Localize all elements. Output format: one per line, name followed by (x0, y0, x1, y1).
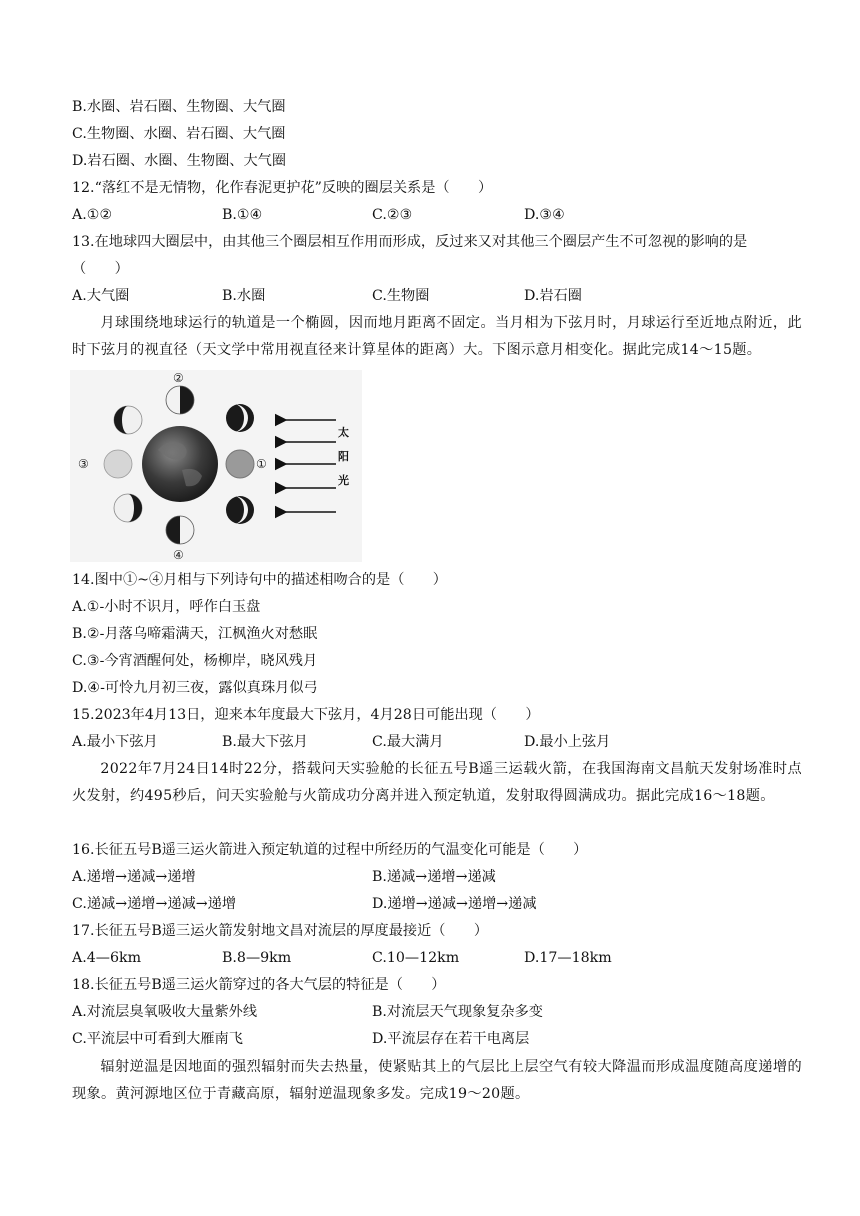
moon-position-2 (166, 386, 194, 414)
q15-option-b: B.最大下弦月 (222, 734, 308, 750)
moon-phase-figure (70, 370, 362, 562)
q16-option-c: C.递减→递增→递减→递增 (72, 896, 237, 912)
q14-option-b: B.②-月落乌啼霜满天，江枫渔火对愁眠 (72, 626, 318, 642)
moon-position-3 (104, 450, 132, 478)
q12-options (72, 205, 792, 225)
label-1: ① (256, 457, 267, 471)
q12-option-d: D.③④ (524, 207, 565, 223)
q11-option-d: D.岩石圈、水圈、生物圈、大气圈 (72, 153, 287, 169)
moon-upper-right (226, 404, 254, 432)
q14-option-d: D.④-可怜九月初三夜，露似真珠月似弓 (72, 680, 318, 696)
q18-options-row1 (72, 1002, 792, 1022)
sun-label-3: 光 (338, 474, 349, 487)
q15-option-d: D.最小上弦月 (524, 734, 611, 750)
q17-option-a: A.4—6km (72, 950, 142, 966)
q14-option-a: A.①-小时不识月，呼作白玉盘 (72, 599, 261, 615)
q18-option-a: A.对流层臭氧吸收大量紫外线 (72, 1004, 258, 1020)
q15-option-c: C.最大满月 (372, 734, 444, 750)
moon-position-1 (226, 450, 254, 478)
q15-stem: 15.2023年4月13日，迎来本年度最大下弦月，4月28日可能出现（ ） (72, 707, 540, 723)
moon-lower-right (226, 496, 254, 524)
q12-option-a: A.①② (72, 207, 113, 223)
q18-option-c: C.平流层中可看到大雁南飞 (72, 1031, 243, 1047)
q17-option-b: B.8—9km (222, 950, 292, 966)
q14-option-c: C.③-今宵酒醒何处，杨柳岸，晓风残月 (72, 653, 318, 669)
q15-option-a: A.最小下弦月 (72, 734, 158, 750)
label-4: ④ (173, 548, 184, 562)
passage-19-20: 辐射逆温是因地面的强烈辐射而失去热量，使紧贴其上的气层比上层空气有较大降温而形成温度随高度递增的现象。黄河源地区位于青藏高原，辐射逆温现象多发。完成19～20题。 (72, 1059, 802, 1102)
q17-option-d: D.17—18km (524, 950, 612, 966)
q13-option-d: D.岩石圈 (524, 288, 582, 304)
q18-options-row2 (72, 1029, 792, 1049)
q16-options-row2 (72, 894, 792, 914)
q11-option-b: B.水圈、岩石圈、生物圈、大气圈 (72, 99, 286, 115)
moon-lower-left (114, 494, 142, 522)
q18-option-d: D.平流层存在若干电离层 (372, 1031, 530, 1047)
moon-position-4 (166, 516, 194, 544)
q12-option-c: C.②③ (372, 207, 413, 223)
earth-icon (142, 426, 218, 502)
q16-options-row1 (72, 867, 792, 887)
q13-stem: 13.在地球四大圈层中，由其他三个圈层相互作用而形成，反过来又对其他三个圈层产生不可忽视的影响的是 (72, 234, 748, 250)
q16-option-d: D.递增→递减→递增→递减 (372, 896, 537, 912)
q16-option-b: B.递减→递增→递减 (372, 869, 496, 885)
q17-stem: 17.长征五号B遥三运火箭发射地文昌对流层的厚度最接近（ ） (72, 923, 489, 939)
passage-14-15: 月球围绕地球运行的轨道是一个椭圆，因而地月距离不固定。当月相为下弦月时，月球运行至近地点附近，此时下弦月的视直径（天文学中常用视直径来计算星体的距离）大。下图示意月相变化。据此完成14～15题。 (72, 315, 802, 358)
q14-stem: 14.图中①~④月相与下列诗句中的描述相吻合的是（ ） (72, 572, 447, 588)
q13-stem-cont: （ ） (72, 261, 129, 277)
q13-option-c: C.生物圈 (372, 288, 430, 304)
q11-option-c: C.生物圈、水圈、岩石圈、大气圈 (72, 126, 286, 142)
q13-options (72, 286, 792, 306)
q16-option-a: A.递增→递减→递增 (72, 869, 196, 885)
moon-upper-left (114, 406, 142, 434)
passage-16-18: 2022年7月24日14时22分，搭载问天实验舱的长征五号B遥三运载火箭，在我国海南文昌航天发射场准时点火发射，约495秒后，问天实验舱与火箭成功分离并进入预定轨道，发射取得圆满成功。据此完成16～18题。 (72, 761, 802, 804)
label-2: ② (173, 371, 184, 385)
sun-label-1: 太 (338, 426, 349, 439)
q15-options (72, 732, 792, 752)
q12-stem: 12.“落红不是无情物，化作春泥更护花”反映的圈层关系是（ ） (72, 180, 493, 196)
label-3: ③ (78, 457, 89, 471)
q17-options (72, 948, 792, 968)
q18-stem: 18.长征五号B遥三运火箭穿过的各大气层的特征是（ ） (72, 977, 446, 993)
q16-stem: 16.长征五号B遥三运火箭进入预定轨道的过程中所经历的气温变化可能是（ ） (72, 842, 588, 858)
q17-option-c: C.10—12km (372, 950, 460, 966)
q13-option-b: B.水圈 (222, 288, 266, 304)
q12-option-b: B.①④ (222, 207, 263, 223)
q18-option-b: B.对流层天气现象复杂多变 (372, 1004, 543, 1020)
sun-label-2: 阳 (338, 450, 349, 463)
moon-phase-diagram (70, 370, 362, 562)
q13-option-a: A.大气圈 (72, 288, 130, 304)
